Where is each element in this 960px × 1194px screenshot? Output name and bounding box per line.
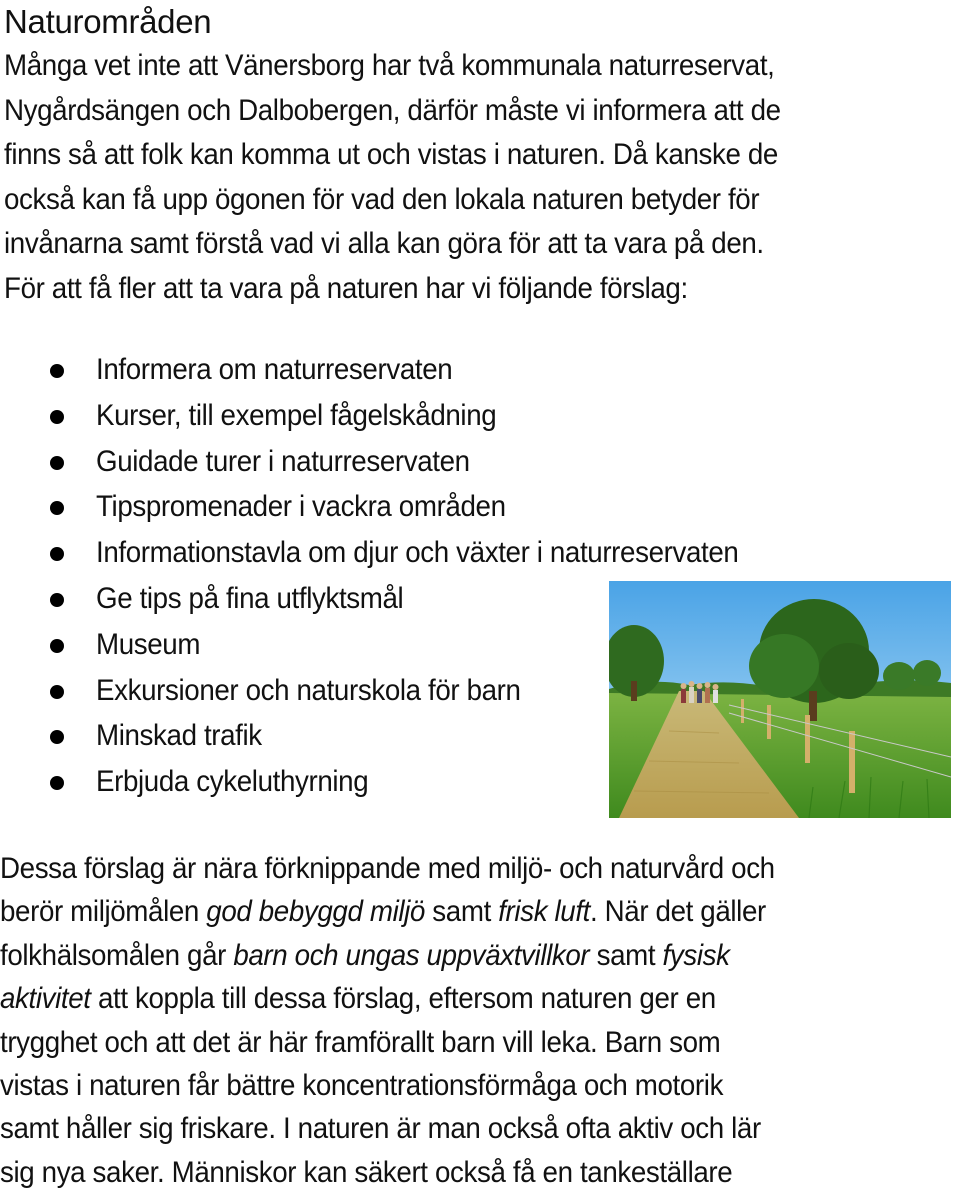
closing-line: aktivitet att koppla till dessa förslag, eftersom naturen ger en [0,982,716,1016]
bullet-icon [50,547,64,561]
closing-paragraph [0,847,949,1194]
list-item: Informationstavla om djur och växter i naturreservaten [0,530,779,576]
closing-line: folkhälsomålen går barn och ungas uppväxtvillkor samt fysisk [0,938,730,972]
nature-trail-image [609,581,951,818]
nature-photo [609,581,951,818]
intro-line: invånarna samt förstå vad vi alla kan göra för att ta vara på den. [4,227,764,260]
list-item: Minskad trafik [0,713,779,759]
intro-line: För att få fler att ta vara på naturen har vi följande förslag: [4,271,688,305]
intro-paragraph [4,44,953,311]
list-item: Informera om naturreservaten [0,347,779,393]
list-item: Exkursioner och naturskola för barn [0,668,779,714]
list-item: Erbjuda cykeluthyrning [0,759,779,805]
emphasis-text: fysisk [662,938,730,972]
closing-line: sig nya saker. Människor kan säkert också få en tankeställare [0,1155,733,1189]
emphasis-text: frisk luft [498,895,590,929]
closing-line: vistas i naturen får bättre koncentrationsförmåga och motorik [0,1069,724,1103]
closing-line: samt håller sig friskare. I naturen är man också ofta aktiv och lär [0,1112,761,1146]
document-page [4,0,956,311]
page-title: Naturområden [4,3,212,40]
list-item: Tipspromenader i vackra områden [0,484,779,530]
bullet-icon [50,501,64,515]
intro-line: Många vet inte att Vänersborg har två kommunala naturreservat, [4,49,775,82]
emphasis-text: aktivitet [0,982,91,1016]
closing-line: trygghet och att det är här framförallt barn vill leka. Barn som [0,1025,721,1059]
bullet-icon [50,776,64,790]
bullet-icon [50,410,64,424]
bullet-icon [50,730,64,744]
intro-line: också kan få upp ögonen för vad den lokala naturen betyder för [4,182,760,216]
emphasis-text: barn och ungas uppväxtvillkor [233,938,590,972]
list-item: Guidade turer i naturreservaten [0,439,779,485]
intro-line: finns så att folk kan komma ut och vistas i naturen. Då kanske de [4,138,778,171]
bullet-icon [50,685,64,699]
bullet-icon [50,639,64,653]
bullet-icon [50,364,64,378]
closing-line: berör miljömålen god bebyggd miljö samt frisk luft. När det gäller [0,895,766,929]
list-item: Museum [0,622,779,668]
closing-line: Dessa förslag är nära förknippande med miljö- och naturvård och [0,852,775,885]
list-item: Ge tips på fina utflyktsmål [0,576,779,622]
emphasis-text: god bebyggd miljö [206,895,425,929]
bullet-icon [50,593,64,607]
bullet-icon [50,456,64,470]
intro-line: Nygårdsängen och Dalbobergen, därför måste vi informera att de [4,93,781,127]
list-item: Kurser, till exempel fågelskådning [0,393,779,439]
